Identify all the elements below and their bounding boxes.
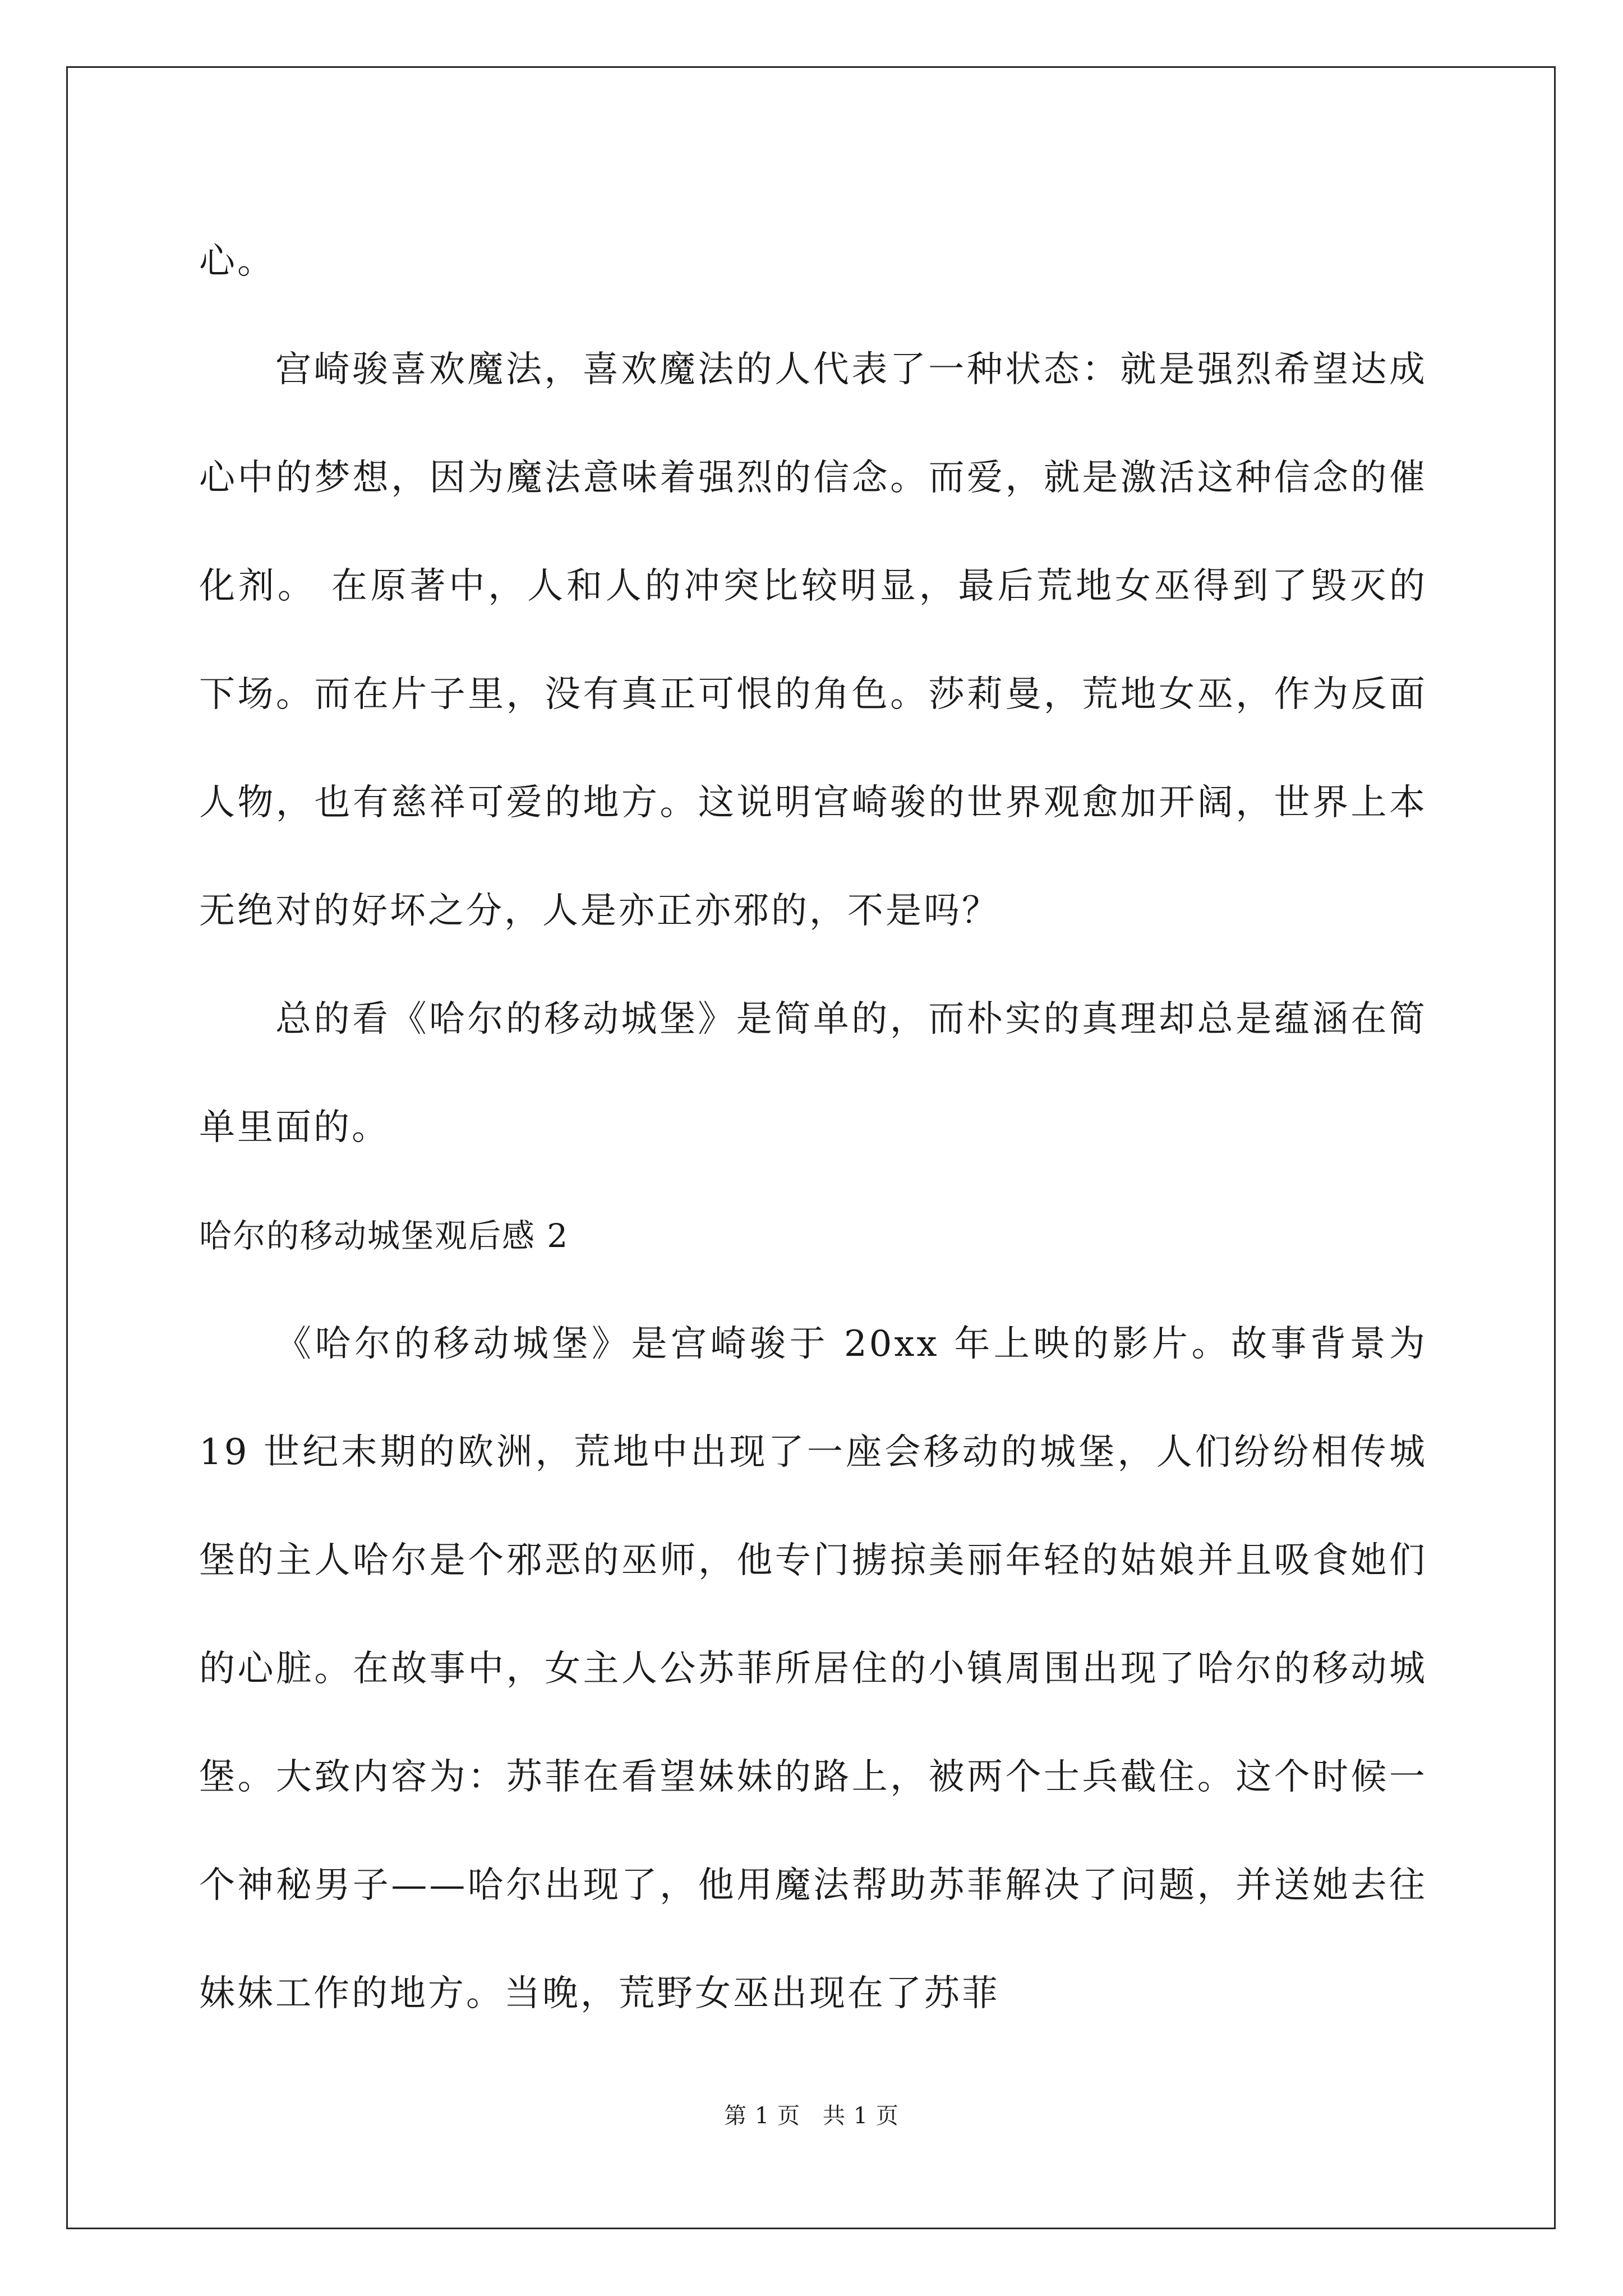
- document-body: [199, 208, 1427, 2048]
- paragraph-4: 《哈尔的移动城堡》是宫崎骏于 20xx 年上映的影片。故事背景为 19 世纪末期的欧洲，荒地中出现了一座会移动的城堡，人们纷纷相传城堡的主人哈尔是个邪恶的巫师，他专门掳掠美丽年轻的姑娘并且吸食她们的心脏。在故事中，女主人公苏菲所居住的小镇周围出现了哈尔的移动城堡。大致内容为：苏菲在看望妹妹的路上，被两个士兵截住。这个时候一个神秘男子——哈尔出现了，他用魔法帮助苏菲解决了问题，并送她去往妹妹工作的地方。当晚，荒野女巫出现在了苏菲: [199, 1323, 1427, 2014]
- page-footer: [0, 2098, 1623, 2130]
- section-heading: 哈尔的移动城堡观后感 2: [199, 1217, 569, 1255]
- paragraph-3: 总的看《哈尔的移动城堡》是简单的，而朴实的真理却总是蕴涵在简单里面的。: [199, 999, 1427, 1148]
- paragraph-1: 心。: [199, 241, 275, 282]
- paragraph-2: 宫崎骏喜欢魔法，喜欢魔法的人代表了一种状态：就是强烈希望达成心中的梦想，因为魔法意味着强烈的信念。而爱，就是激活这种信念的催化剂。 在原著中，人和人的冲突比较明显，最后荒地女巫得到了毁灭的下场。而在片子里，没有真正可恨的角色。莎莉曼，荒地女巫，作为反面人物，也有慈祥可爱的地方。这说明宫崎骏的世界观愈加开阔，世界上本无绝对的好坏之分，人是亦正亦邪的，不是吗？: [199, 349, 1427, 932]
- page-total: 共 1 页: [823, 2103, 899, 2129]
- page-number: 第 1 页: [724, 2103, 800, 2129]
